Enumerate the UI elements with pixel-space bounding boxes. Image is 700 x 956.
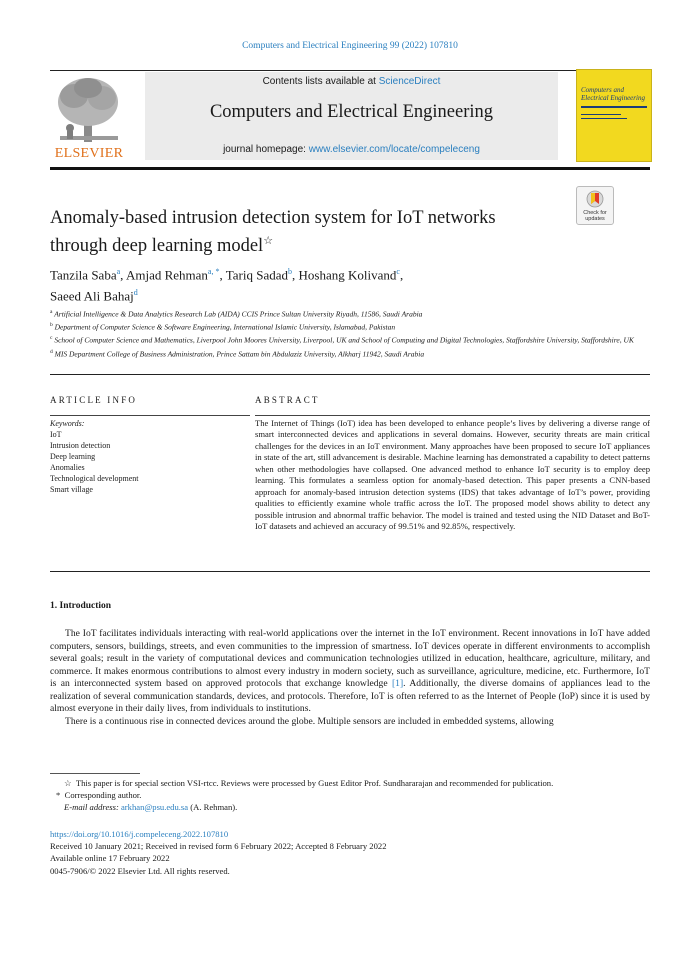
affiliation-text: Artificial Intelligence & Data Analytics Research Lab (AIDA) CCIS Prince Sultan University Riyadh, 11586, Saudi Arabia: [54, 309, 423, 319]
author-affiliation-mark[interactable]: a, *: [207, 267, 220, 276]
footnotes: [50, 777, 650, 813]
cover-line: [581, 118, 627, 119]
footnote-rule: [50, 773, 140, 774]
footnote-text: Corresponding author.: [64, 790, 142, 800]
keyword: Technological development: [50, 474, 139, 483]
section-heading-introduction: 1. Introduction: [50, 601, 112, 611]
affiliation: [50, 347, 650, 360]
header-thick-rule: [50, 167, 650, 170]
check-updates-label: [577, 210, 613, 222]
contents-line: [145, 76, 558, 87]
keyword: IoT: [50, 430, 62, 439]
section-rule: [50, 571, 650, 572]
footnote-mark: ☆: [64, 778, 72, 788]
abstract-text: The Internet of Things (IoT) idea has been developed to enhance people’s lives by delivering a diverse range of smart interconnected devices and applications in several domains. However, security threats are main critical challenges for the devices in an IoT environment. Many approaches have been proposed to secure IoT appliances in state of the art, still advancement is desirable. Machine learning has demonstrated a capability to detect patterns when other methodologies have collapsed. One advanced method to enhance IoT security is to employ deep learning. This formulates a seamless option for anomaly-based detection. This paper presents a CNN-based approach for anomaly-based intrusion detection systems (IDS) that takes advantage of IoT’s power, providing qualities to efficiently examine whole traffic across the IoT. The proposed model shows ability to detect any possible intrusion and abnormal traffic behavior. The model is trained and tested using the NID Dataset and BoT-IoT datasets and achieved an accuracy of 99.51% and 92.85%, respectively.: [255, 418, 650, 532]
author-affiliation-mark[interactable]: c: [396, 267, 400, 276]
footnote-corresponding: [50, 789, 650, 801]
paragraph-text: . Additionally, the diverse domains of appliances lead to the realization of several communication standards, devices, and protocols. Therefore, IoT is often referred to as the Internet of People (IoP) since it is used by almost everyone in their daily lives, from individuals to institutions.: [50, 678, 650, 714]
paper-title: [50, 207, 560, 258]
doi-link[interactable]: https://doi.org/10.1016/j.compeleceng.2022.107810: [50, 829, 229, 839]
affiliation: [50, 333, 650, 346]
abstract-heading: ABSTRACT: [255, 395, 320, 405]
journal-title[interactable]: Computers and Electrical Engineering: [209, 102, 494, 122]
paragraph: [50, 628, 650, 716]
available-date: Available online 17 February 2022: [50, 853, 170, 864]
affiliation: [50, 320, 650, 333]
footnote-star: [50, 777, 650, 789]
affiliation-mark: b: [50, 322, 53, 329]
homepage-line: [145, 144, 558, 155]
author[interactable]: Hoshang Kolivand: [298, 267, 397, 283]
paragraph-text: The IoT facilitates individuals interacting with real-world applications over the internet in the IoT environment. Recent innovations in IoT have added computers, sensors, buildings, streets, and even communities to the impression of smartness. IoT devices operate in different environments to accomplish several goals; result in the variety of computational devices and communication technologies utilized in education, healthcare, agriculture, military, and commerce. It makes enormous contributions to almost every industry in modern society, such as surveillance, agriculture, medicine, etc. Furthermore, IoT is an interconnected system based on approved protocols that exchange knowledge: [50, 628, 650, 689]
affiliation-text: School of Computer Science and Mathematics, Liverpool John Moores University, Liverpool, UK and School of Computing and Digital Technologies, Staffordshire University, Staffordshire, UK: [54, 335, 634, 345]
author-separator: ,: [399, 267, 404, 283]
author[interactable]: Tanzila Saba: [50, 267, 117, 283]
citation-link[interactable]: [1]: [391, 678, 404, 689]
affiliation-mark: d: [50, 348, 53, 355]
cover-title-line2: Electrical Engineering: [581, 94, 645, 102]
footnote-email: [50, 801, 650, 813]
title-line2: through deep learning model: [50, 236, 264, 257]
affiliation-text: Department of Computer Science & Software Engineering, International Islamic University, Islamabad, Pakistan: [54, 322, 396, 332]
check-updates-line2: updates: [585, 216, 605, 222]
cover-line: [581, 114, 621, 115]
affiliation-text: MIS Department College of Business Administration, Prince Sattam bin Abdulaziz University, Alkharj 11942, Saudi Arabia: [54, 349, 425, 359]
title-footnote-mark[interactable]: ☆: [263, 235, 274, 247]
footnote-mark: *: [56, 790, 61, 800]
keyword: Smart village: [50, 485, 93, 494]
author-affiliation-mark[interactable]: d: [133, 288, 138, 298]
journal-reference[interactable]: Computers and Electrical Engineering 99 (2022) 107810: [242, 41, 458, 51]
homepage-link[interactable]: www.elsevier.com/locate/compeleceng: [308, 144, 480, 155]
check-for-updates-badge[interactable]: [576, 186, 614, 225]
affiliation: [50, 307, 650, 320]
affiliation-list: [50, 307, 650, 360]
keyword: Intrusion detection: [50, 441, 111, 450]
title-line1: Anomaly-based intrusion detection system for IoT networks: [50, 208, 496, 228]
author-affiliation-mark[interactable]: b: [288, 267, 293, 276]
author[interactable]: Amjad Rehman: [125, 267, 208, 283]
author-separator: ,: [292, 267, 299, 283]
author-separator: ,: [120, 267, 126, 283]
keyword: Deep learning: [50, 452, 96, 461]
affiliation-mark: c: [50, 335, 53, 342]
journal-banner: [145, 72, 558, 160]
bookmark-icon: [586, 190, 604, 210]
received-dates: Received 10 January 2021; Received in revised form 6 February 2022; Accepted 8 February 2022: [50, 841, 387, 852]
affiliation-mark: a: [50, 309, 53, 315]
section-rule: [50, 374, 650, 375]
cover-bar: [581, 106, 647, 108]
author-affiliation-mark[interactable]: a: [116, 267, 121, 276]
article-info-rule: [50, 415, 250, 416]
email-link[interactable]: arkhan@psu.edu.sa: [120, 802, 189, 812]
cover-title-line1: Computers and: [581, 86, 624, 94]
author[interactable]: Saeed Ali Bahaj: [50, 288, 134, 304]
journal-cover-thumbnail[interactable]: [576, 69, 652, 162]
publication-info: [50, 828, 650, 877]
sciencedirect-link[interactable]: ScienceDirect: [378, 76, 441, 87]
email-owner: (A. Rehman).: [190, 802, 238, 812]
author-separator: ,: [219, 267, 226, 283]
paragraph: There is a continuous rise in connected devices around the globe. Multiple sensors are included in embedded systems, allowing: [65, 715, 554, 727]
keywords-label: Keywords:: [50, 419, 85, 428]
author-list: [50, 263, 650, 306]
abstract-rule: [255, 415, 650, 416]
check-updates-line1: Check for: [583, 210, 607, 216]
keyword: Anomalies: [50, 463, 85, 472]
email-label: E-mail address:: [64, 802, 119, 812]
footnote-text: This paper is for special section VSI-rtcc. Reviews were processed by Guest Editor Prof. Sundhararajan and recommended for publication.: [75, 778, 554, 788]
introduction-body: [50, 628, 650, 728]
article-info-heading: ARTICLE INFO: [50, 395, 138, 405]
header-rule: [50, 70, 650, 71]
keywords-block: [50, 418, 250, 495]
copyright: 0045-7906/© 2022 Elsevier Ltd. All rights reserved.: [50, 865, 230, 876]
homepage-prefix: journal homepage:: [223, 144, 309, 155]
contents-prefix: Contents lists available at: [262, 76, 379, 87]
cover-title: [581, 86, 649, 102]
author[interactable]: Tariq Sadad: [225, 267, 289, 283]
publisher-name: ELSEVIER: [54, 146, 124, 161]
